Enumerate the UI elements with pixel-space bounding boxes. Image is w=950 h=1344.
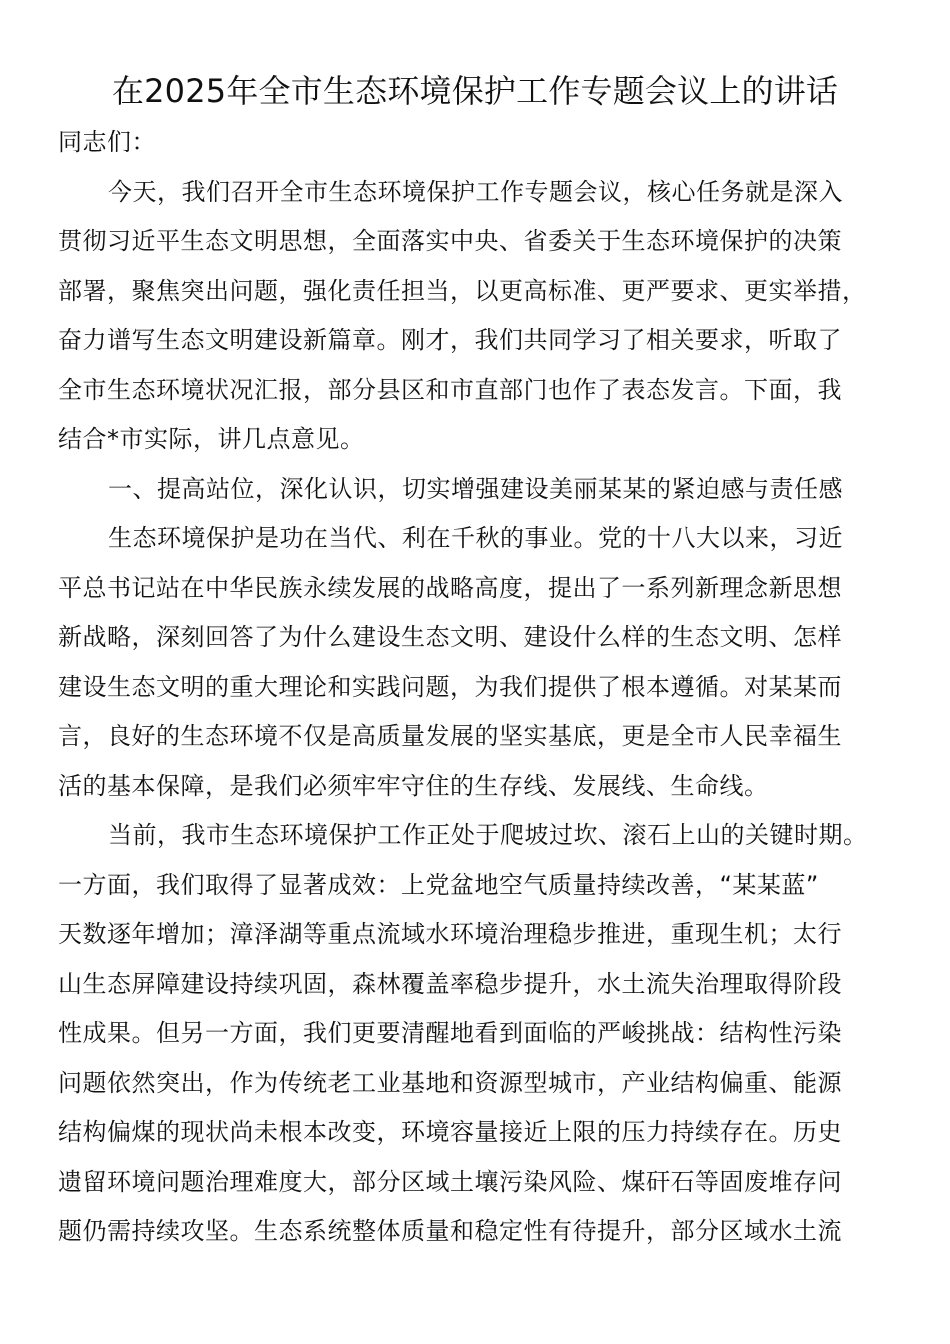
paragraph-line: 当前，我市生态环境保护工作正处于爬坡过坎、滚石上山的关键时期。: [108, 821, 868, 849]
paragraph-line: 贯彻习近平生态文明思想，全面落实中央、省委关于生态环境保护的决策: [58, 227, 842, 255]
paragraph-line: 言，良好的生态环境不仅是高质量发展的坚实基底，更是全市人民幸福生: [58, 722, 842, 750]
paragraph-line: 全市生态环境状况汇报，部分县区和市直部门也作了表态发言。下面，我: [58, 375, 842, 404]
paragraph-line: 结合*市实际，讲几点意见。: [58, 425, 365, 453]
section-heading: 一、提高站位，深化认识，切实增强建设美丽某某的紧迫感与责任感: [108, 474, 843, 503]
paragraph-line: 问题依然突出，作为传统老工业基地和资源型城市，产业结构偏重、能源: [58, 1068, 842, 1097]
document-body: [58, 118, 894, 1257]
paragraph-line: 平总书记站在中华民族永续发展的战略高度，提出了一系列新理念新思想: [58, 573, 842, 602]
paragraph-line: 新战略，深刻回答了为什么建设生态文明、建设什么样的生态文明、怎样: [58, 623, 842, 651]
paragraph-line: 建设生态文明的重大理论和实践问题，为我们提供了根本遵循。对某某而: [58, 672, 842, 701]
document-title: 在2025年全市生态环境保护工作专题会议上的讲话: [111, 72, 839, 110]
paragraph-line: 题仍需持续攻坚。生态系统整体质量和稳定性有待提升，部分区域水土流: [58, 1217, 842, 1245]
paragraph-line: 活的基本保障，是我们必须牢牢守住的生存线、发展线、生命线。: [58, 771, 769, 800]
paragraph-line: 天数逐年增加；漳泽湖等重点流域水环境治理稳步推进，重现生机；太行: [58, 920, 842, 948]
paragraph-line: 部署，聚焦突出问题，强化责任担当，以更高标准、更严要求、更实举措，: [58, 276, 867, 305]
paragraph-line: 生态环境保护是功在当代、利在千秋的事业。党的十八大以来，习近: [108, 524, 843, 552]
paragraph-line: 奋力谱写生态文明建设新篇章。刚才，我们共同学习了相关要求，听取了: [58, 326, 842, 354]
paragraph-line: 一方面，我们取得了显著成效：上党盆地空气质量持续改善，“某某蓝”: [58, 870, 819, 899]
paragraph-line: 今天，我们召开全市生态环境保护工作专题会议，核心任务就是深入: [108, 177, 843, 206]
paragraph-line: 结构偏煤的现状尚未根本改变，环境容量接近上限的压力持续存在。历史: [58, 1118, 842, 1146]
paragraph-line: 遗留环境问题治理难度大，部分区域土壤污染风险、煤矸石等固废堆存问: [58, 1167, 842, 1196]
salutation: 同志们：: [58, 128, 156, 156]
paragraph-line: 性成果。但另一方面，我们更要清醒地看到面临的严峻挑战：结构性污染: [58, 1019, 842, 1047]
paragraph-line: 山生态屏障建设持续巩固，森林覆盖率稳步提升，水土流失治理取得阶段: [58, 969, 842, 998]
